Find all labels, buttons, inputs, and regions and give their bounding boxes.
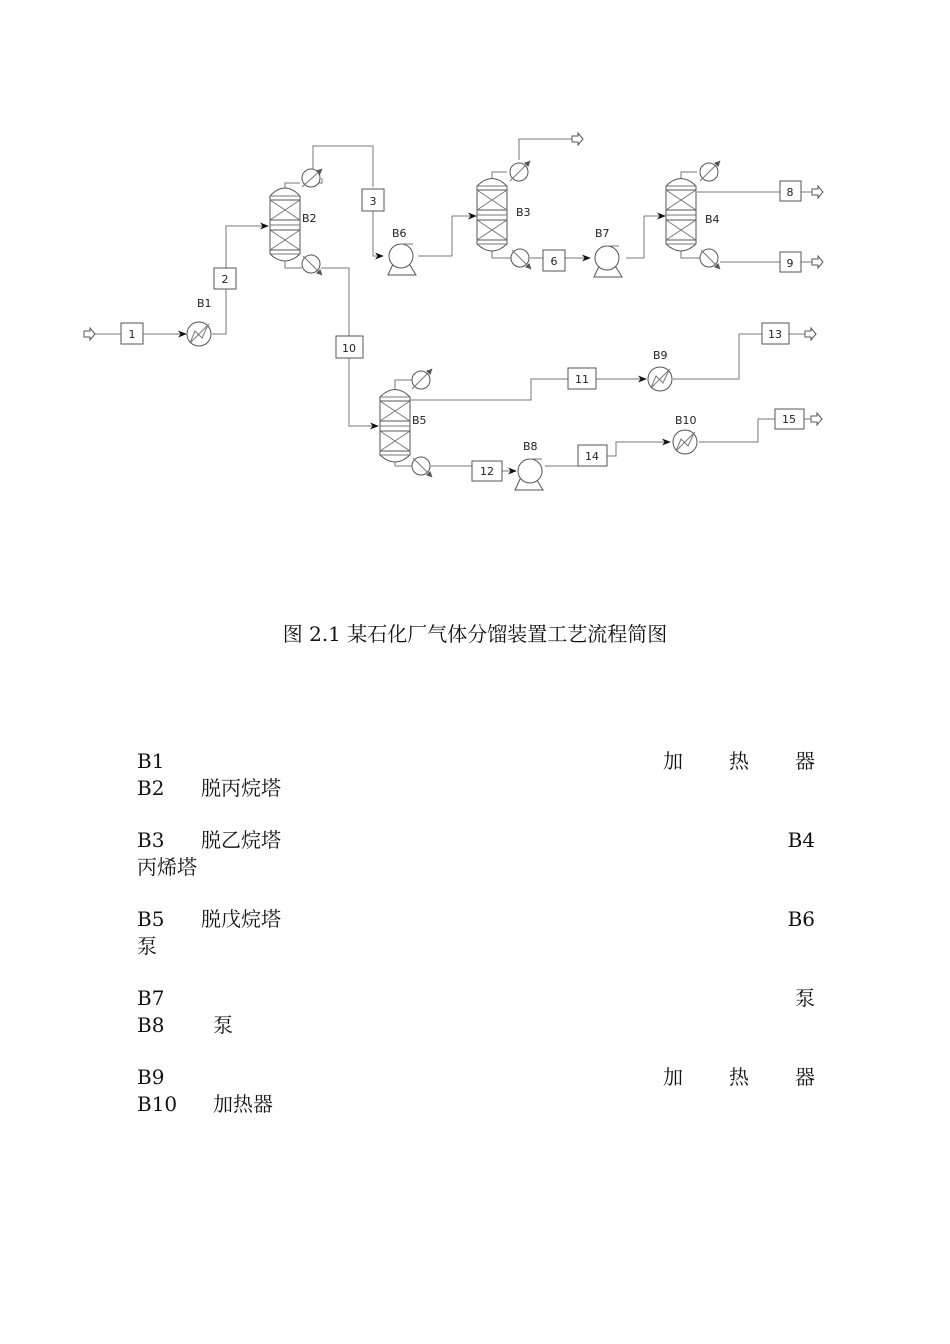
legend-row-b9 [137,1064,815,1091]
label-b3: B3 [516,206,531,219]
svg-text:2: 2 [221,273,229,286]
stream-12 [472,461,502,481]
stream-1 [121,323,143,344]
label-b6: B6 [392,227,407,240]
legend-name-b5: 脱戊烷塔 [201,907,281,931]
heater-b10 [673,430,697,454]
label-b10: B10 [675,414,697,427]
figure-caption: 图 2.1 某石化厂气体分馏装置工艺流程简图 [282,622,668,646]
label-b1: B1 [197,297,212,310]
pump-b6 [388,244,416,275]
pump-b8 [515,459,543,490]
legend-row-b2 [137,775,815,802]
reboiler-b3 [511,249,531,269]
stream-6 [543,250,565,271]
legend-name-b10: 加热器 [213,1092,273,1116]
legend-row-b7 [137,985,815,1012]
heater-b1 [187,322,211,346]
stream-10 [336,336,363,358]
stream-labels [121,181,804,481]
svg-text:9: 9 [786,257,794,270]
svg-text:3: 3 [369,195,377,208]
condenser-b3 [510,161,530,181]
legend-code-b4: B4 [787,828,815,852]
condenser-b5 [412,369,432,389]
column-b5 [380,390,410,463]
label-b5: B5 [412,414,427,427]
legend-name-b2: 脱丙烷塔 [201,776,281,800]
legend-name-b1: 加 热 器 [663,749,815,773]
svg-text:11: 11 [575,373,589,386]
stream-9 [780,252,801,272]
svg-text:1: 1 [128,328,136,341]
legend-row-b6 [137,933,815,960]
legend-row-b4 [137,854,815,881]
legend-code-b9: B9 [137,1065,165,1089]
column-b3 [477,179,507,252]
stream-13 [762,323,789,344]
svg-text:14: 14 [585,450,599,463]
legend-name-b4: 丙烯塔 [137,855,197,879]
svg-text:12: 12 [480,465,494,478]
svg-text:15: 15 [782,413,796,426]
pump-b7 [594,246,622,277]
stream-15 [775,409,804,429]
legend-code-b8: B8 [137,1013,165,1037]
condenser-b4 [700,161,720,181]
legend-row-b8 [137,1012,815,1039]
svg-text:13: 13 [768,328,782,341]
condenser-b2 [302,169,322,187]
legend-code-b5: B5 [137,907,165,931]
column-b4 [666,179,696,252]
legend-code-b1: B1 [137,749,165,773]
legend-row-b5 [137,906,815,933]
stream-11 [568,368,596,389]
stream-2 [214,268,236,289]
column-b2 [270,188,300,261]
legend-code-b6: B6 [787,907,815,931]
label-b7: B7 [595,227,610,240]
heater-b9 [648,367,672,391]
legend-name-b7: 泵 [795,986,815,1010]
reboiler-b4 [700,249,720,269]
legend-code-b7: B7 [137,986,165,1010]
legend-name-b9: 加 热 器 [663,1065,815,1089]
label-b9: B9 [653,349,668,362]
svg-text:6: 6 [550,255,558,268]
reboiler-b2 [302,255,322,275]
legend-code-b3: B3 [137,828,165,852]
legend-name-b6: 泵 [137,934,157,958]
equipment-legend [137,748,815,1118]
stream-8 [780,181,801,201]
legend-row-b10 [137,1091,815,1118]
legend-row-b1 [137,748,815,775]
stream-14 [578,445,607,466]
process-flow-diagram [0,0,950,560]
legend-code-b2: B2 [137,776,165,800]
legend-code-b10: B10 [137,1092,178,1116]
label-b8: B8 [523,440,538,453]
label-b4: B4 [705,213,720,226]
reboiler-b5 [412,457,432,477]
svg-text:10: 10 [342,342,356,355]
svg-text:8: 8 [786,186,794,199]
stream-3 [362,189,384,211]
legend-name-b8: 泵 [213,1013,233,1037]
legend-name-b3: 脱乙烷塔 [201,828,281,852]
legend-row-b3 [137,827,815,854]
label-b2: B2 [302,212,317,225]
